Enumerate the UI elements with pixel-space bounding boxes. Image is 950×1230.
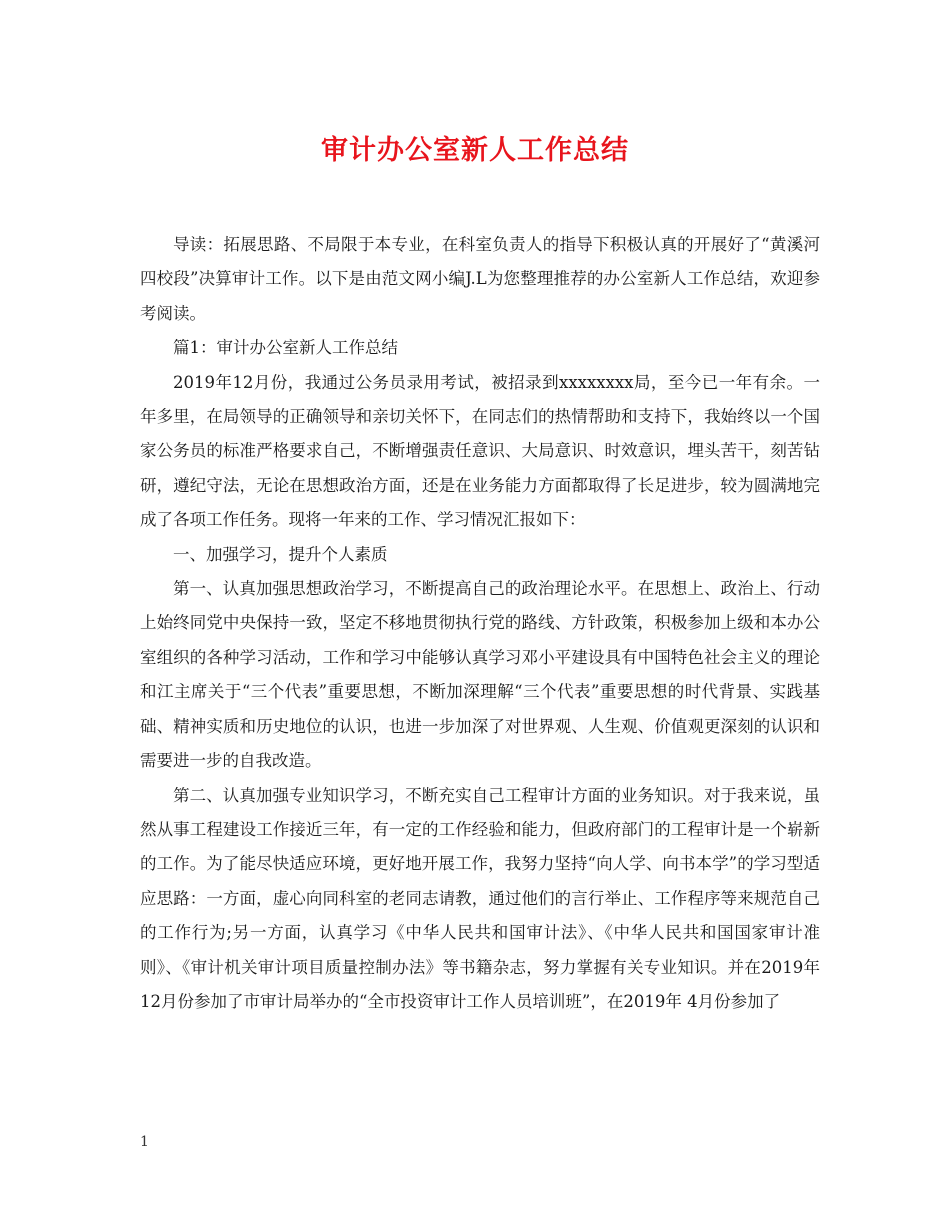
paragraph-heading-study: 一、加强学习，提升个人素质 — [173, 544, 388, 564]
paragraph-political-study: 第一、认真加强思想政治学习，不断提高自己的政治理论水平。在思想上、政治上、行动上始终同党中央保持一致，坚定不移地贯彻执行党的路线、方针政策，积极参加上级和本办公室组织的各种学习活动，工作和学习中能够认真学习邓小平建设具有中国特色社会主义的理论和江主席关于“三个代表”重要思想，不断加深理解“三个代表”重要思想的时代背景、实践基础、精神实质和历史地位的认识，也进一步加深了对世界观、人生观、价值观更深刻的认识和需要进一步的自我改造。 — [140, 579, 820, 771]
paragraph-section-heading: 篇1：审计办公室新人工作总结 — [173, 338, 398, 358]
page-number: 1 — [140, 1134, 149, 1150]
paragraph-professional-study: 第二、认真加强专业知识学习，不断充实自己工程审计方面的业务知识。对于我来说，虽然从事工程建设工作接近三年，有一定的工作经验和能力，但政府部门的工程审计是一个崭新的工作。为了能尽快适应环境，更好地开展工作，我努力坚持“向人学、向书本学”的学习型适应思路：一方面，虚心向同科室的老同志请教，通过他们的言行举止、工作程序等来规范自己的工作行为;另一方面，认真学习《中华人民共和国审计法》、《中华人民共和国国家审计准则》、《审计机关审计项目质量控制办法》等书籍杂志，努力掌握有关专业知识。并在2019年12月份参加了市审计局举办的“全市投资审计工作人员培训班”，在2019年 4月份参加了 — [140, 785, 820, 1011]
paragraph-overview: 2019年12月份，我通过公务员录用考试，被招录到xxxxxxxx局，至今已一年有余。一年多里，在局领导的正确领导和亲切关怀下，在同志们的热情帮助和支持下，我始终以一个国家公务员的标准严格要求自己，不断增强责任意识、大局意识、时效意识，埋头苦干，刻苦钻研，遵纪守法，无论在思想政治方面，还是在业务能力方面都取得了长足进步，较为圆满地完成了各项工作任务。现将一年来的工作、学习情况汇报如下： — [140, 372, 820, 530]
document-title: 审计办公室新人工作总结 — [321, 135, 629, 166]
paragraph-intro: 导读：拓展思路、不局限于本专业，在科室负责人的指导下积极认真的开展好了“黄溪河四校段”决算审计工作。以下是由范文网小编J.L为您整理推荐的办公室新人工作总结，欢迎参考阅读。 — [140, 235, 820, 323]
document-body — [140, 228, 820, 1019]
